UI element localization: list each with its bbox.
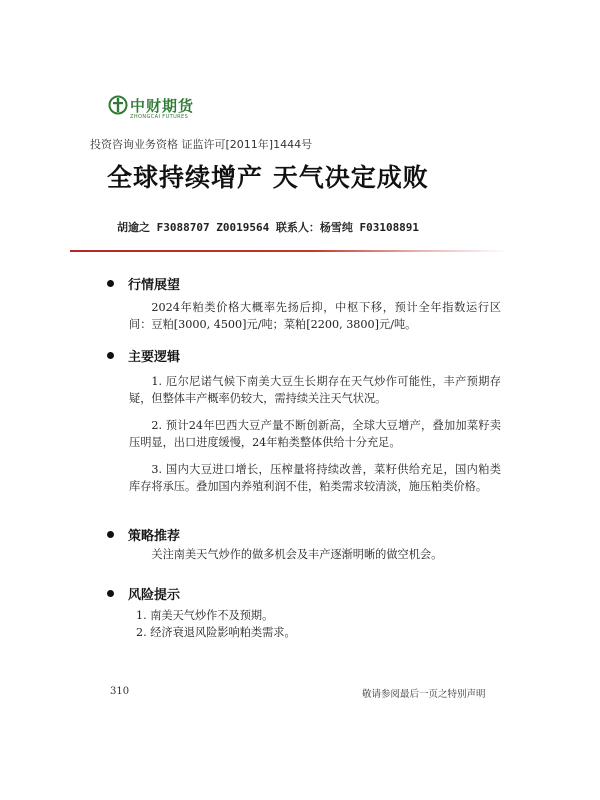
bullet-icon — [107, 280, 114, 287]
header-divider — [70, 250, 508, 252]
paragraph: 2024年粕类价格大概率先扬后抑，中枢下移，预计全年指数运行区间：豆粕[3000, 4500]元/吨；菜粕[2200, 3800]元/吨。 — [129, 301, 501, 331]
disclaimer-note: 敬请参阅最后一页之特别声明 — [362, 689, 486, 700]
section-outlook — [107, 274, 501, 333]
section-heading-text: 策略推荐 — [128, 528, 181, 544]
section-logic — [107, 346, 501, 495]
logo-mark-icon — [108, 95, 128, 115]
logo-name-cn: 中财期货 — [130, 97, 195, 115]
company-logo — [108, 95, 208, 127]
section-heading — [107, 584, 296, 602]
section-heading — [107, 525, 501, 543]
section-heading-text: 主要逻辑 — [128, 349, 181, 365]
section-heading — [107, 274, 501, 292]
page-title: 全球持续增产 天气决定成败 — [107, 163, 429, 192]
section-heading-text: 行情展望 — [128, 277, 181, 293]
author-line: 胡逾之 F3088707 Z0019564 联系人：杨雪纯 F03108891 — [117, 221, 420, 234]
section-strategy — [107, 525, 501, 563]
bullet-icon — [107, 590, 114, 597]
paragraph: 3. 国内大豆进口增长，压榨量将持续改善，菜籽供给充足，国内粕类库存将承压。叠加国内养殖利润不佳，粕类需求较清淡，施压粕类价格。 — [129, 463, 501, 493]
section-heading — [107, 346, 501, 364]
license-line: 投资咨询业务资格 证监许可[2011年]1444号 — [90, 138, 313, 151]
bullet-icon — [107, 352, 114, 359]
paragraph: 关注南美天气炒作的做多机会及丰产逐渐明晰的做空机会。 — [151, 548, 443, 561]
list-item: 2. 经济衰退风险影响粕类需求。 — [136, 626, 296, 639]
logo-name-en: ZHONGCAI FUTURES — [130, 114, 189, 120]
paragraph: 2. 预计24年巴西大豆产量不断创新高，全球大豆增产，叠加加菜籽卖压明显，出口进度缓慢，24年粕类整体供给十分充足。 — [129, 419, 501, 449]
bullet-icon — [107, 531, 114, 538]
list-item: 1. 南美天气炒作不及预期。 — [136, 609, 274, 622]
page-number: 310 — [110, 686, 130, 697]
section-risk — [107, 584, 296, 641]
paragraph: 1. 厄尔尼诺气候下南美大豆生长期存在天气炒作可能性，丰产预期存疑，但整体丰产概率仍较大，需持续关注天气状况。 — [129, 375, 501, 405]
section-heading-text: 风险提示 — [128, 587, 181, 603]
